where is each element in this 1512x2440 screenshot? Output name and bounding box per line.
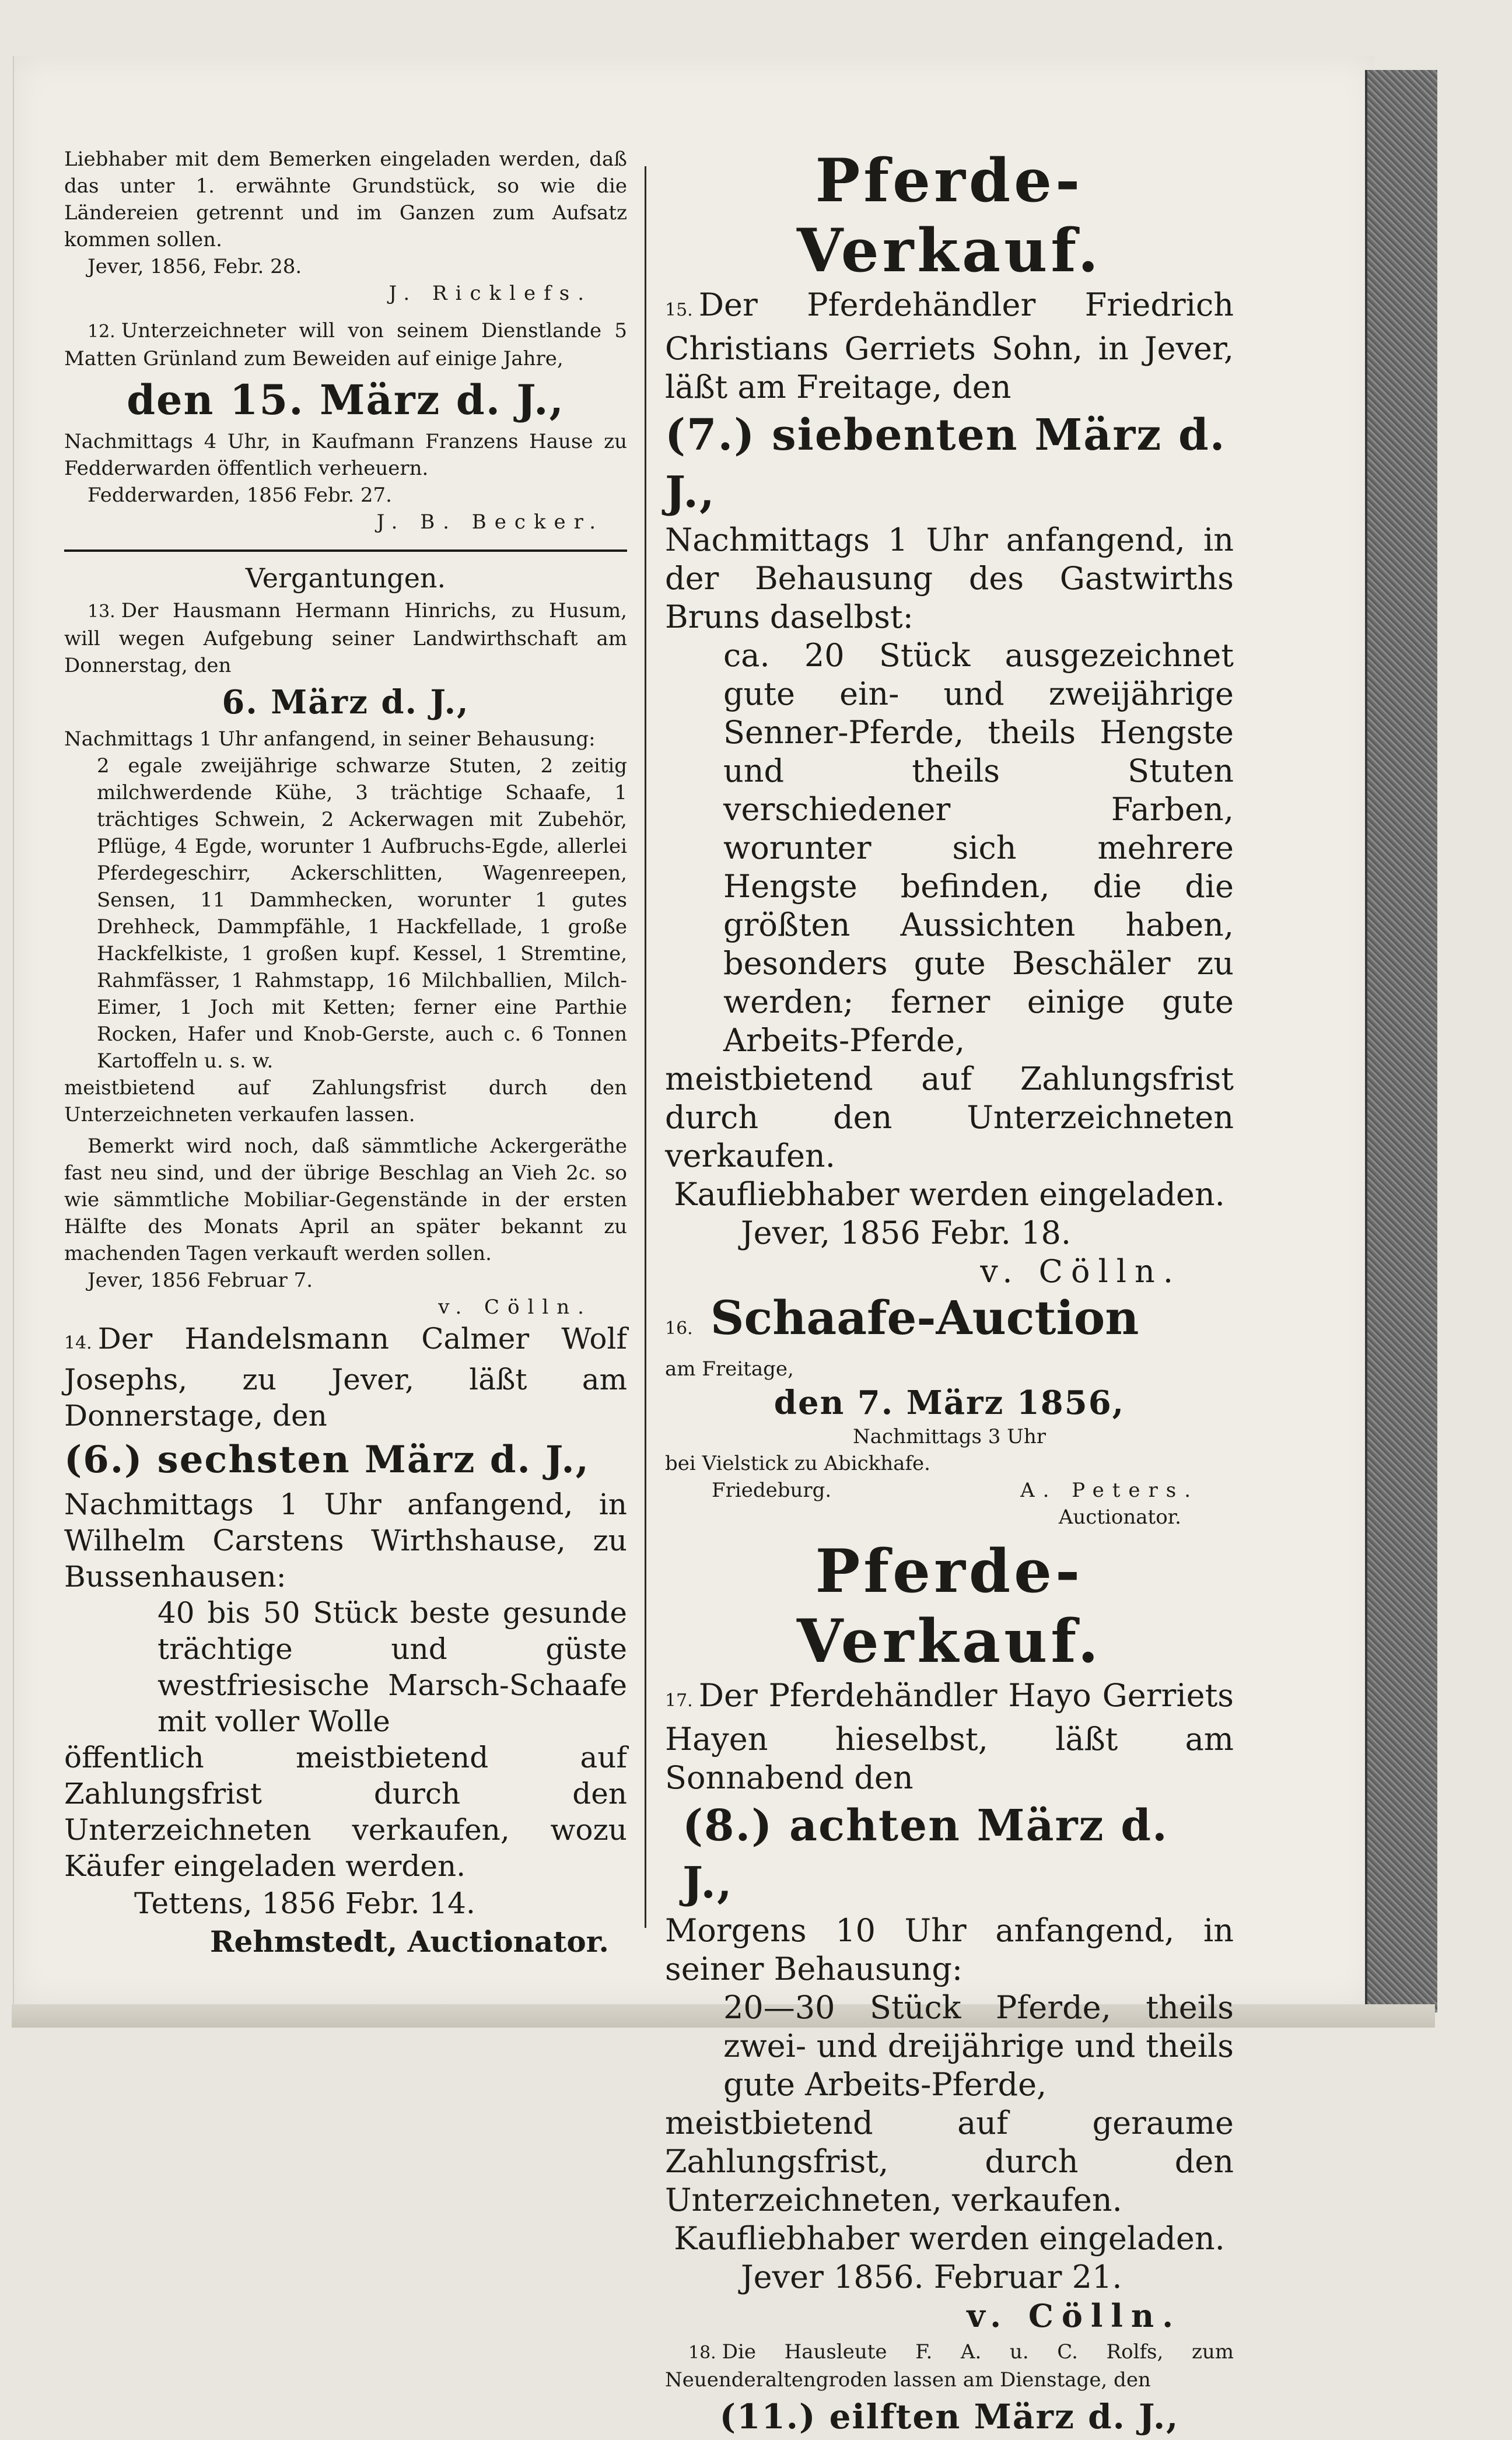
notice-13-number: 13.	[88, 601, 116, 622]
notice-16-time: Nachmittags 3 Uhr	[853, 1425, 1046, 1448]
left-column	[64, 146, 627, 1961]
notice-12-number: 12.	[88, 321, 116, 342]
notice-17-signature: v. Cölln.	[967, 2297, 1181, 2334]
notice-16-town-sign	[665, 1477, 1234, 1504]
notice-16-day: am Freitage,	[665, 1357, 794, 1381]
notice-13-signature: v. Cölln.	[438, 1296, 592, 1319]
notice-16-date: den 7. März 1856,	[774, 1384, 1125, 1422]
notice-14-text	[64, 1321, 627, 1434]
notice-12-signature: J. B. Becker.	[376, 510, 604, 534]
notice-15-number: 15.	[665, 300, 693, 320]
intro-place-date: Jever, 1856, Febr. 28.	[88, 255, 302, 278]
right-column	[665, 146, 1234, 2440]
notice-15-date: (7.) siebenten März d. J.,	[665, 410, 1226, 517]
intro-text: Liebhaber mit dem Bemerken eingeladen werden, daß das unter 1. erwähnte Grundstück, so wie die Ländereien getrennt und im Ganzen zum Aufsatz kommen sollen.	[64, 148, 627, 251]
notice-15-signature: v. Cölln.	[980, 1253, 1181, 1290]
notice-16-signature: A. Peters.	[1020, 1479, 1199, 1502]
notice-13-place-date: Jever, 1856 Februar 7.	[88, 1269, 313, 1292]
notice-15-invite: Kaufliebhaber werden eingeladen.	[674, 1176, 1225, 1213]
notice-15-text2: Nachmittags 1 Uhr anfangend, in der Behausung des Gastwirths Bruns daselbst:	[665, 521, 1234, 635]
notice-13-text2: meistbietend auf Zahlungsfrist durch den Unterzeichneten verkaufen lassen.	[64, 1076, 627, 1126]
notice-12-text	[64, 317, 627, 372]
notice-12-text2: Nachmittags 4 Uhr, in Kaufmann Franzens Hause zu Fedderwarden öffentlich verheuern.	[64, 430, 627, 480]
notice-13-text	[64, 597, 627, 679]
notice-14-text3: öffentlich meistbietend auf Zahlungsfrist durch den Unterzeichneten verkaufen, wozu Käufer eingeladen werden.	[64, 1741, 627, 1883]
notice-14-text2: Nachmittags 1 Uhr anfangend, in Wilhelm Carstens Wirthshause, zu Bussenhausen:	[64, 1487, 627, 1594]
notice-13-remark: Bemerkt wird noch, daß sämmtliche Ackergeräthe fast neu sind, und der übrige Beschlag an Vieh 2c. so wie sämmtliche Mobiliar-Gegenstände in der ersten Hälfte des Monats April an später bekannt zu machenden Tagen verkauft werden sollen.	[64, 1135, 627, 1265]
notice-18-text	[665, 2339, 1234, 2393]
notice-14-items: 40 bis 50 Stück beste gesunde trächtige und güste westfriesische Marsch-Schaafe mit voller Wolle	[158, 1596, 627, 1738]
notice-16-role: Auctionator.	[1058, 1506, 1181, 1529]
notice-14-body: Der Handelsmann Calmer Wolf Josephs, zu Jever, läßt am Donnerstage, den	[64, 1322, 627, 1433]
notice-16-town: Friedeburg.	[712, 1479, 832, 1502]
notice-18-body: Die Hausleute F. A. u. C. Rolfs, zum Neuenderaltengroden lassen am Dienstage, den	[665, 2340, 1234, 2392]
notice-13-time: Nachmittags 1 Uhr anfangend, in seiner Behausung:	[64, 727, 596, 751]
notice-16-title	[665, 1291, 1234, 1356]
notice-15-body: Der Pferdehändler Friedrich Christians Gerriets Sohn, in Jever, läßt am Freitage, den	[665, 286, 1234, 405]
notice-17-body: Der Pferdehändler Hayo Gerriets Hayen hieselbst, läßt am Sonnabend den	[665, 1677, 1234, 1796]
notice-17-number: 17.	[665, 1690, 693, 1711]
pferde-verkauf-title-2: Pferde-Verkauf.	[796, 1536, 1102, 1676]
section-heading: Vergantungen.	[245, 562, 446, 594]
section-rule	[64, 549, 627, 552]
pferde-verkauf-title-1: Pferde-Verkauf.	[796, 146, 1102, 286]
notice-14-signature: Rehmstedt, Auctionator.	[210, 1924, 609, 1959]
notice-13-items: 2 egale zweijährige schwarze Stuten, 2 zeitig milchwerdende Kühe, 3 trächtige Schaafe, 1 trächtiges Schwein, 2 Ackerwagen mit Zubehör, Pflüge, 4 Egde, worunter 1 Aufbruchs-Egde, allerlei Pferdegeschirr, Ackerschlitten, Wagenreepen, Sensen, 11 Dammhecken, worunter 1 gutes Drehheck, Dammpfähle, 1 Hackfellade, 1 große Hackfelkiste, 1 großen kupf. Kessel, 1 Stremtine, Rahmfässer, 1 Rahmstapp, 16 Milchballien, Milch-Eimer, 1 Joch mit Ketten; ferner eine Parthie Rocken, Hafer und Knob-Gerste, auch c. 6 Tonnen Kartoffeln u. s. w.	[97, 754, 627, 1073]
notice-13-body: Der Hausmann Hermann Hinrichs, zu Husum, will wegen Aufgebung seiner Landwirthschaft am Donnerstag, den	[64, 599, 627, 677]
notice-15-text	[665, 286, 1234, 407]
notice-14-date: (6.) sechsten März d. J.,	[64, 1438, 590, 1482]
notice-18-number: 18.	[688, 2343, 716, 2363]
notice-17-place-date: Jever 1856. Februar 21.	[741, 2259, 1122, 2295]
notice-17-invite: Kaufliebhaber werden eingeladen.	[674, 2220, 1225, 2257]
intro-signature: J. Ricklefs.	[388, 282, 592, 305]
notice-12-body: Unterzeichneter will von seinem Dienstlande 5 Matten Grünland zum Beweiden auf einige Jahre,	[64, 319, 627, 370]
book-edge	[1365, 70, 1437, 2012]
notice-15-text3: meistbietend auf Zahlungsfrist durch den Unterzeichneten verkaufen.	[665, 1060, 1234, 1174]
notice-14-number: 14.	[64, 1333, 92, 1353]
notice-17-text3: meistbietend auf geraume Zahlungsfrist, durch den Unterzeichneten, verkaufen.	[665, 2105, 1234, 2218]
notice-14-place-date: Tettens, 1856 Febr. 14.	[134, 1886, 475, 1920]
notice-16-title-text: Schaafe-Auction	[710, 1290, 1139, 1345]
notice-17-text2: Morgens 10 Uhr anfangend, in seiner Behausung:	[665, 1912, 1234, 1987]
notice-13-date: 6. März d. J.,	[222, 683, 470, 722]
notice-17-text	[665, 1676, 1234, 1797]
notice-12-place-date: Fedderwarden, 1856 Febr. 27.	[88, 484, 392, 507]
notice-15-items: ca. 20 Stück ausgezeichnet gute ein- und zweijährige Senner-Pferde, theils Hengste und theils Stuten verschiedener Farben, worunter sich mehrere Hengste befinden, die die größten Aussichten haben, besonders gute Beschäler zu werden; ferner einige gute Arbeits-Pferde,	[723, 637, 1234, 1059]
notice-16-place: bei Vielstick zu Abickhafe.	[665, 1452, 930, 1475]
notice-12-date: den 15. März d. J.,	[127, 376, 565, 424]
notice-15-place-date: Jever, 1856 Febr. 18.	[741, 1214, 1071, 1251]
notice-17-date: (8.) achten März d. J.,	[682, 1801, 1168, 1908]
column-divider	[645, 166, 646, 1928]
notice-16-number: 16.	[665, 1318, 693, 1339]
notice-17-items: 20—30 Stück Pferde, theils zwei- und dreijährige und theils gute Arbeits-Pferde,	[723, 1989, 1234, 2103]
notice-18-date: (11.) eilften März d. J.,	[719, 2397, 1180, 2437]
